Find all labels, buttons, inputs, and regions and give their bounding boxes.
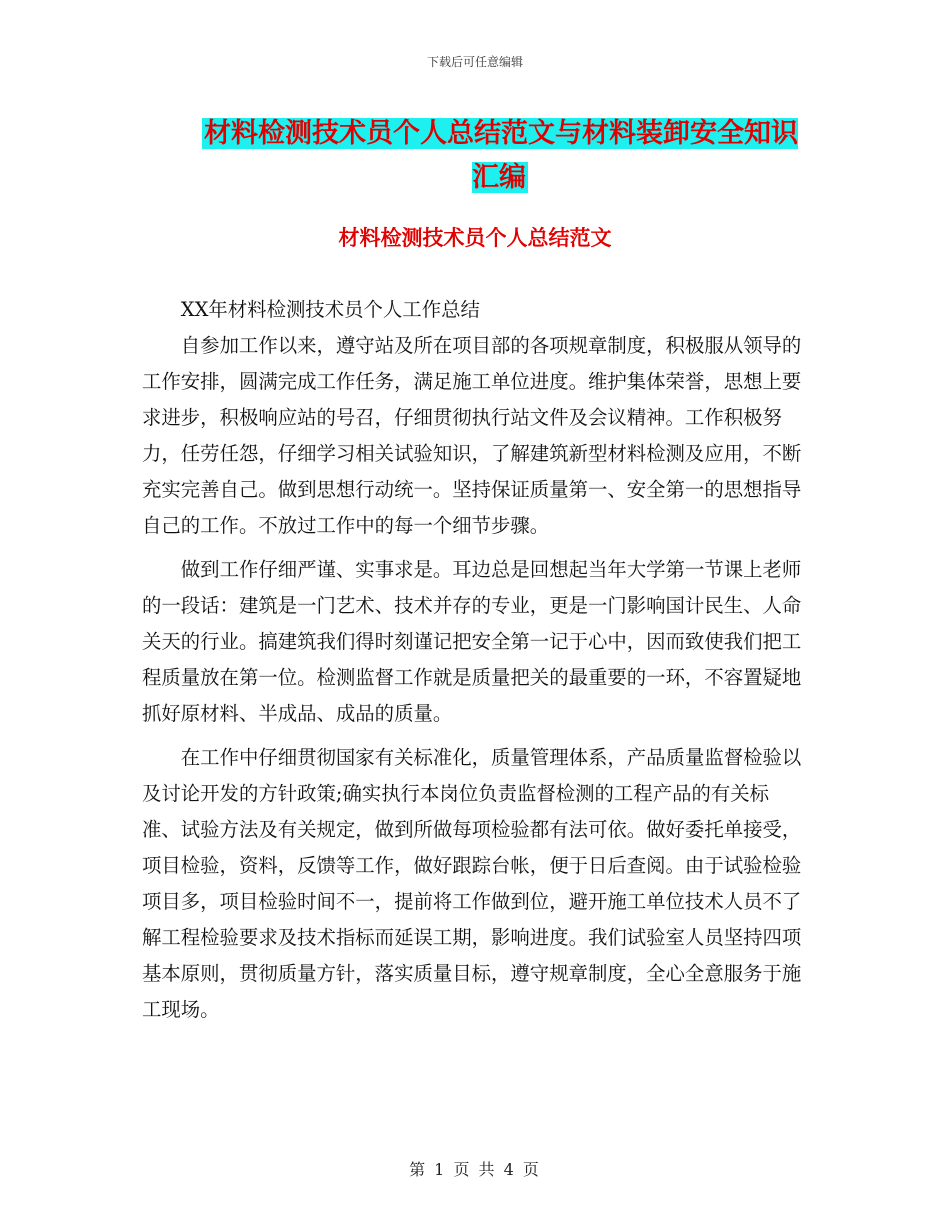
body-paragraph: 自参加工作以来，遵守站及所在项目部的各项规章制度，积极服从领导的工作安排，圆满完成工作任务，满足施工单位进度。维护集体荣誉，思想上要求进步，积极响应站的号召，仔细贯彻执行站文件及会议精神。工作积极努力，任劳任怨，仔细学习相关试验知识，了解建筑新型材料检测及应用，不断充实完善自己。做到思想行动统一。坚持保证质量第一、安全第一的思想指导自己的工作。不放过工作中的每一个细节步骤。: [142, 334, 802, 537]
document-title: [190, 112, 810, 200]
body-paragraph: 在工作中仔细贯彻国家有关标准化，质量管理体系，产品质量监督检验以及讨论开发的方针政策;确实执行本岗位负责监督检测的工程产品的有关标准、试验方法及有关规定，做到所做每项检验都有法可依。做好委托单接受，项目检验，资料，反馈等工作，做好跟踪台帐，便于日后查阅。由于试验检验项目多，项目检验时间不一，提前将工作做到位，避开施工单位技术人员不了解工程检验要求及技术指标而延误工期，影响进度。我们试验室人员坚持四项基本原则，贯彻质量方针，落实质量目标，遵守规章制度，全心全意服务于施工现场。: [142, 746, 802, 1021]
section-title: 材料检测技术员个人总结范文: [338, 225, 612, 250]
body-paragraph: 做到工作仔细严谨、实事求是。耳边总是回想起当年大学第一节课上老师的一段话：建筑是一门艺术、技术并存的专业，更是一门影响国计民生、人命关天的行业。搞建筑我们得时刻谨记把安全第一记于心中，因而致使我们把工程质量放在第一位。检测监督工作就是质量把关的最重要的一环，不容置疑地抓好原材料、半成品、成品的质量。: [142, 558, 802, 725]
header-note: 下载后可任意编辑: [426, 55, 523, 69]
page-footer: 第 1 页 共 4 页: [409, 1160, 541, 1179]
document-title-text: 材料检测技术员个人总结范文与材料装卸安全知识汇编: [204, 118, 798, 193]
body-subtitle: XX年材料检测技术员个人工作总结: [180, 298, 480, 321]
document-body: [142, 292, 806, 1028]
